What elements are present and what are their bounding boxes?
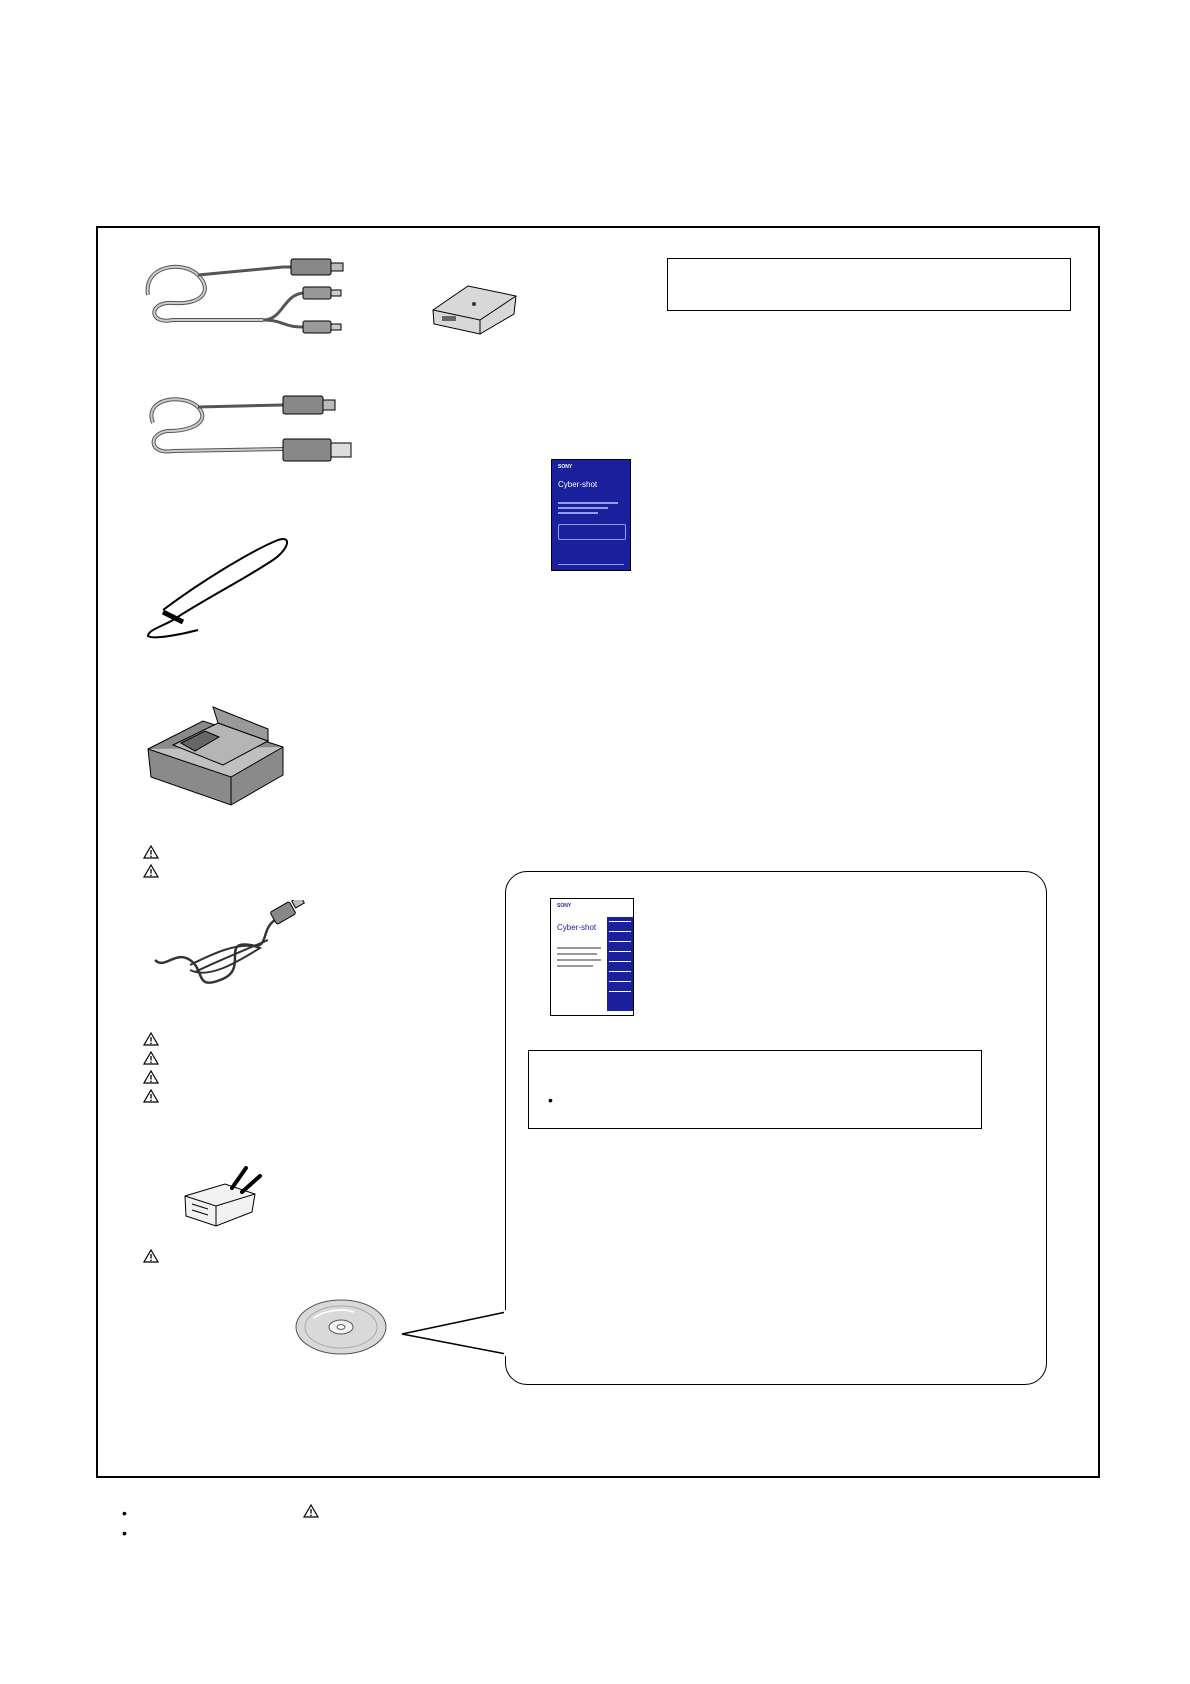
handbook-note-bullet: • [548,1092,553,1108]
plug-adaptor-illustration [180,1166,272,1232]
warning-triangle-icon [143,845,159,859]
wrist-strap-illustration [143,530,293,640]
booklet-brand: SONY [558,464,573,470]
footnote-bullet: • [122,1525,127,1541]
av-cable-illustration [143,255,353,335]
warning-triangle-icon [143,1051,159,1065]
warning-triangle-icon [143,864,159,878]
warning-triangle-icon [303,1504,319,1518]
operating-booklet-illustration [551,459,631,571]
handbook-brand: SONY [557,903,572,909]
handbook-title: Cyber-shot [557,923,597,932]
warning-triangle-icon [143,1070,159,1084]
handbook-cover-illustration [550,898,634,1016]
footnote-bullet: • [122,1505,127,1521]
battery-pack-illustration [428,280,520,336]
booklet-title: Cyber-shot [558,480,598,489]
warning-triangle-icon [143,1249,159,1263]
cd-rom-illustration [294,1298,388,1356]
callout-pointer [400,1310,510,1380]
battery-charger-illustration [143,705,289,815]
warning-triangle-icon [143,1032,159,1046]
notice-box [667,258,1071,311]
power-cord-illustration [150,900,320,990]
warning-triangle-icon [143,1089,159,1103]
usb-cable-illustration [143,393,353,465]
handbook-note-box [528,1050,982,1129]
